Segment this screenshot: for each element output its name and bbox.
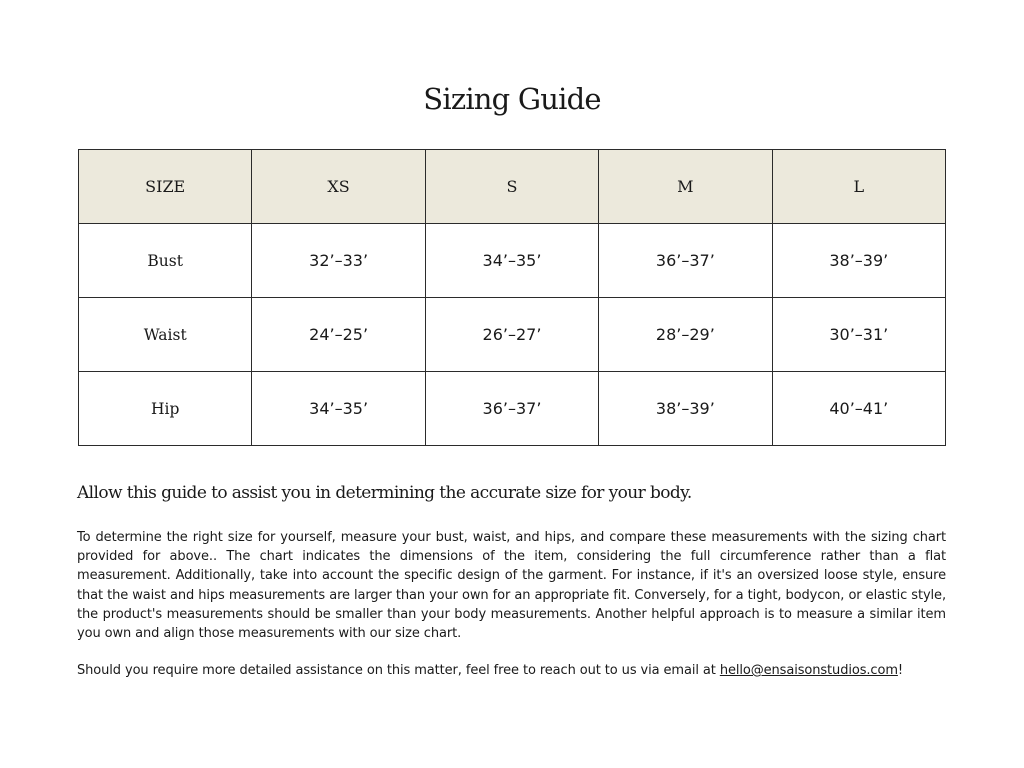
header-size: SIZE bbox=[79, 150, 252, 224]
contact-text: Should you require more detailed assistance on this matter, feel free to reach out to us via email at bbox=[77, 663, 720, 678]
header-m: M bbox=[599, 150, 772, 224]
bust-l: 38’–39’ bbox=[772, 224, 945, 298]
bust-xs: 32’–33’ bbox=[252, 224, 425, 298]
row-label-waist: Waist bbox=[79, 298, 252, 372]
hip-s: 36’–37’ bbox=[425, 372, 598, 446]
header-s: S bbox=[425, 150, 598, 224]
waist-s: 26’–27’ bbox=[425, 298, 598, 372]
hip-l: 40’–41’ bbox=[772, 372, 945, 446]
waist-m: 28’–29’ bbox=[599, 298, 772, 372]
waist-l: 30’–31’ bbox=[772, 298, 945, 372]
page-title: Sizing Guide bbox=[423, 82, 601, 116]
bust-s: 34’–35’ bbox=[425, 224, 598, 298]
header-l: L bbox=[772, 150, 945, 224]
table-row-hip bbox=[79, 372, 946, 446]
email-link[interactable]: hello@ensaisonstudios.com bbox=[719, 663, 898, 678]
hip-xs: 34’–35’ bbox=[252, 372, 425, 446]
header-xs: XS bbox=[252, 150, 425, 224]
sizing-table bbox=[78, 149, 946, 446]
table-row-waist bbox=[79, 298, 946, 372]
bust-m: 36’–37’ bbox=[599, 224, 772, 298]
hip-m: 38’–39’ bbox=[599, 372, 772, 446]
guide-subheading: Allow this guide to assist you in determining the accurate size for your body. bbox=[77, 483, 692, 503]
row-label-hip: Hip bbox=[79, 372, 252, 446]
measurement-instructions: To determine the right size for yourself, measure your bust, waist, and hips, and compare these measurements with the sizing chart provided for above.. The chart indicates the dimensions of the item, considering the full circumference rather than a flat measurement. Additionally, take into account the specific design of the garment. For instance, if it's an oversized loose style, ensure that the waist and hips measurements are larger than your own for an appropriate fit. Conversely, for a tight, bodycon, or elastic style, the product's measurements should be smaller than your body measurements. Another helpful approach is to measure a similar item you own and align those measurements with our size chart. bbox=[77, 530, 946, 642]
waist-xs: 24’–25’ bbox=[252, 298, 425, 372]
contact-paragraph bbox=[77, 661, 957, 680]
table-row-bust bbox=[79, 224, 946, 298]
table-header-row bbox=[79, 150, 946, 224]
row-label-bust: Bust bbox=[79, 224, 252, 298]
contact-suffix: ! bbox=[897, 663, 904, 678]
